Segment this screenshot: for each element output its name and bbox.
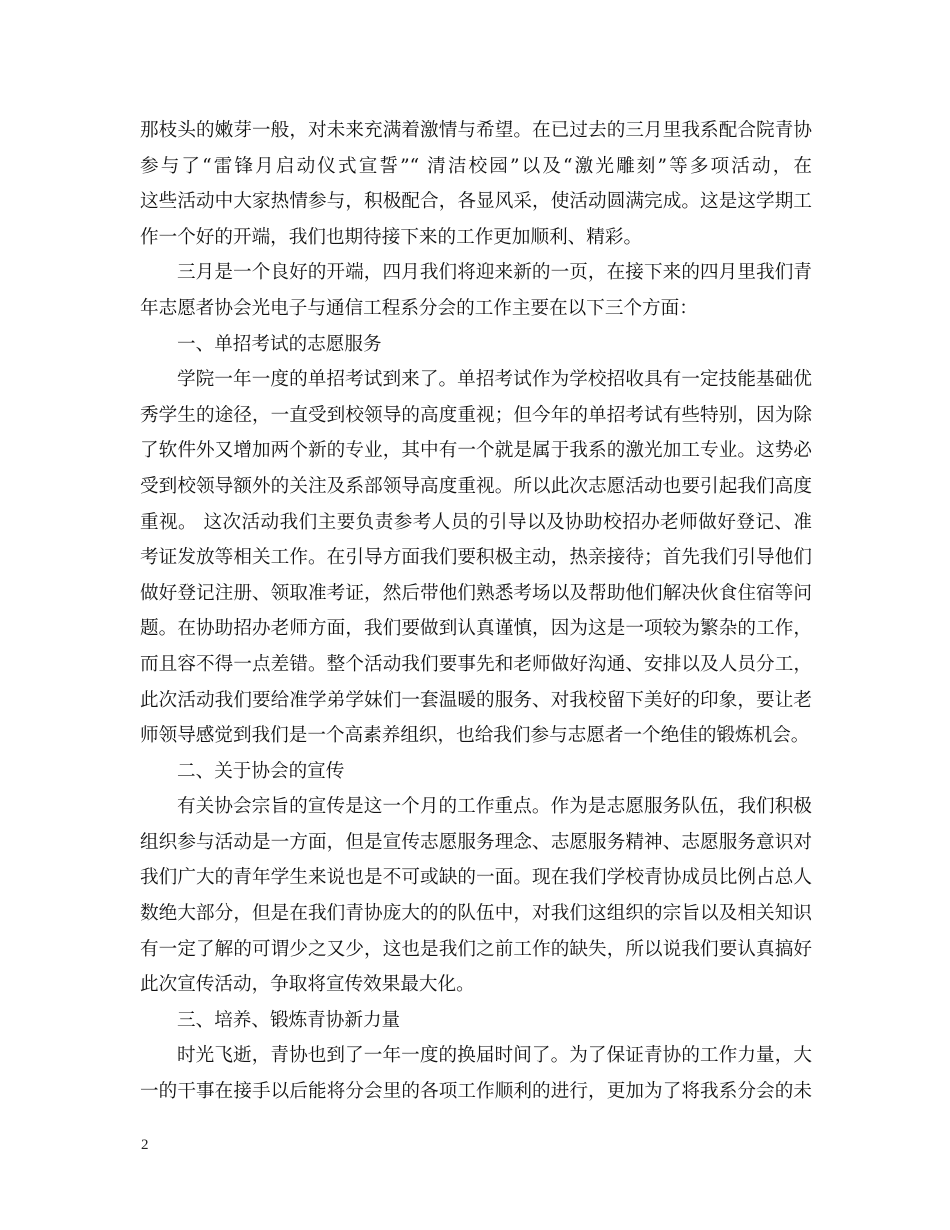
- text-line: 参与了“雷锋月启动仪式宣誓”“ 清洁校园”以及“激光雕刻”等多项活动，在: [140, 155, 812, 177]
- text-line: 此次宣传活动，争取将宣传效果最大化。: [140, 974, 475, 996]
- text-line: 时光飞逝，青协也到了一年一度的换届时间了。为了保证青协的工作力量，大: [177, 1045, 812, 1067]
- text-line: 重视。 这次活动我们主要负责参考人员的引导以及协助校招办老师做好登记、准: [140, 511, 812, 533]
- page-number: 2: [141, 1137, 149, 1153]
- text-line: 秀学生的途径，一直受到校领导的高度重视；但今年的单招考试有些特别，因为除: [140, 404, 812, 426]
- text-line: 有关协会宗旨的宣传是这一个月的工作重点。作为是志愿服务队伍，我们积极: [177, 796, 812, 818]
- paragraph: [140, 754, 812, 790]
- text-line: 受到校领导额外的关注及系部领导高度重视。所以此次志愿活动也要引起我们高度: [140, 475, 812, 497]
- text-line: 一、单招考试的志愿服务: [177, 333, 382, 355]
- text-line: 了软件外又增加两个新的专业，其中有一个就是属于我系的激光加工专业。这势必: [140, 440, 812, 462]
- paragraph: [140, 362, 812, 754]
- text-line: 三、培养、锻炼青协新力量: [177, 1009, 401, 1031]
- paragraph: [140, 789, 812, 1003]
- text-line: 我们广大的青年学生来说也是不可或缺的一面。现在我们学校青协成员比例占总人: [140, 867, 812, 889]
- text-line: 这些活动中大家热情参与，积极配合，各显风采，使活动圆满完成。这是这学期工: [140, 191, 812, 213]
- paragraph: [140, 255, 812, 326]
- text-line: 二、关于协会的宣传: [177, 760, 345, 782]
- text-line: 数绝大部分，但是在我们青协庞大的的队伍中，对我们这组织的宗旨以及相关知识: [140, 903, 812, 925]
- paragraph: [140, 1003, 812, 1039]
- paragraph: [140, 113, 812, 255]
- text-line: 考证发放等相关工作。在引导方面我们要积极主动，热亲接待；首先我们引导他们: [140, 547, 812, 569]
- text-line: 作一个好的开端，我们也期待接下来的工作更加顺利、精彩。: [140, 226, 643, 248]
- text-line: 一的干事在接手以后能将分会里的各项工作顺利的进行，更加为了将我系分会的未: [140, 1081, 812, 1103]
- text-line: 三月是一个良好的开端，四月我们将迎来新的一页，在接下来的四月里我们青: [177, 262, 812, 284]
- text-line: 题。在协助招办老师方面，我们要做到认真谨慎，因为这是一项较为繁杂的工作，: [140, 618, 812, 640]
- text-line: 而且容不得一点差错。整个活动我们要事先和老师做好沟通、安排以及人员分工，: [140, 653, 812, 675]
- text-line: 年志愿者协会光电子与通信工程系分会的工作主要在以下三个方面：: [140, 297, 698, 319]
- document-body: [140, 113, 812, 1110]
- text-line: 那枝头的嫩芽一般，对未来充满着激情与希望。在已过去的三月里我系配合院青协: [140, 120, 812, 141]
- text-line: 此次活动我们要给准学弟学妹们一套温暖的服务、对我校留下美好的印象，要让老: [140, 689, 812, 711]
- paragraph: [140, 1038, 812, 1109]
- text-line: 做好登记注册、领取准考证，然后带他们熟悉考场以及帮助他们解决伙食住宿等问: [140, 582, 812, 604]
- text-line: 组织参与活动是一方面，但是宣传志愿服务理念、志愿服务精神、志愿服务意识对: [140, 831, 812, 853]
- text-line: 有一定了解的可谓少之又少，这也是我们之前工作的缺失，所以说我们要认真搞好: [140, 938, 812, 960]
- text-line: 学院一年一度的单招考试到来了。单招考试作为学校招收具有一定技能基础优: [177, 369, 812, 391]
- paragraph: [140, 327, 812, 363]
- text-line: 师领导感觉到我们是一个高素养组织，也给我们参与志愿者一个绝佳的锻炼机会。: [140, 725, 810, 747]
